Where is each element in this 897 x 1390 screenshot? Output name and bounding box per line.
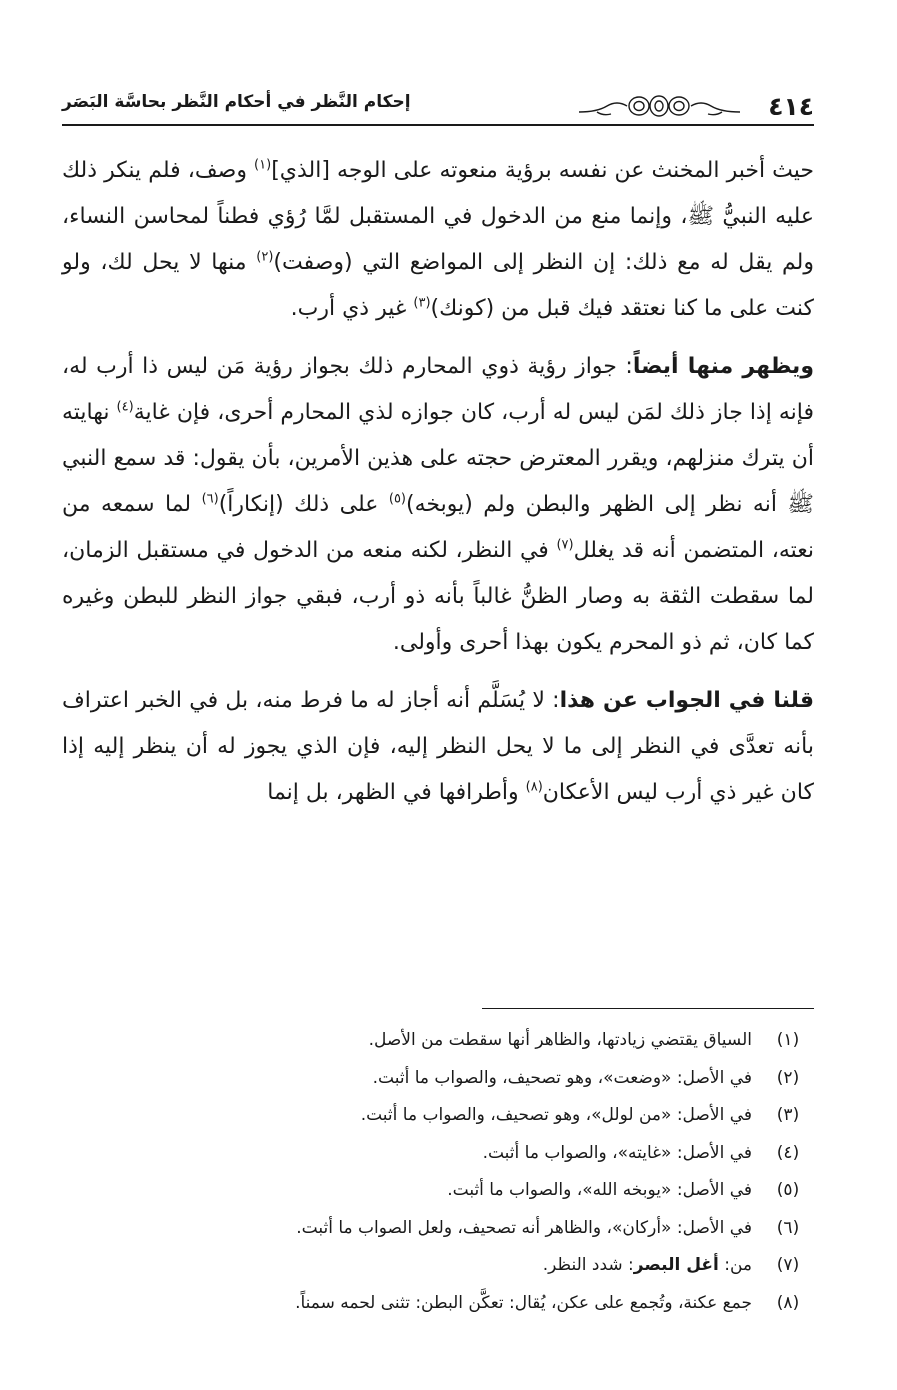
- footnote-ref-6[interactable]: (٦): [201, 491, 219, 507]
- footnote-text: في الأصل: «يوبخه الله»، والصواب ما أثبت.: [447, 1180, 752, 1200]
- footnote-ref-5[interactable]: (٥): [388, 491, 406, 507]
- footnote-7: [62, 1247, 814, 1285]
- footnote-4: [62, 1135, 814, 1173]
- footnote-ref-7[interactable]: (٧): [556, 537, 574, 553]
- footnote-text: في الأصل: «وضعت»، وهو تصحيف، والصواب ما أثبت.: [372, 1067, 752, 1088]
- main-text: [62, 148, 814, 828]
- footnote-5: [62, 1172, 814, 1210]
- footnote-term: أغل البصر: [633, 1255, 719, 1275]
- paragraph-1: حيث أخبر المخنث عن نفسه برؤية منعوته على الوجه [الذي]$^{(١)}$ وصف، فلم ينكر ذلك عليه النبيُّ ﷺ، وإنما منع من الدخول في المستقبل لمَّا رُؤي فطناً لمحاسن النساء، ولم يقل له مع ذلك: إن النظر إلى المواضع التي (وصفت)$^{(٢)}$ منها لا يحل لك، ولو كنت على ما كنا نعتقد فيك قبل من (كونك)$^{(٣)}$ غير ذي أرب.: [62, 157, 814, 321]
- paragraph-2-lead: ويظهر منها أيضاً: [632, 354, 814, 379]
- footnote-number: (٣): [776, 1105, 800, 1125]
- footnote-ref-3[interactable]: (٣): [413, 295, 431, 311]
- footnote-6: [62, 1210, 814, 1248]
- footnote-separator: [482, 1008, 814, 1009]
- page-number: ٤١٤: [768, 92, 814, 121]
- footnote-number: (٧): [776, 1255, 800, 1275]
- footnotes: [62, 1022, 814, 1322]
- paragraph-3-lead: قلنا في الجواب عن هذا: [559, 688, 815, 713]
- footnote-number: (٨): [776, 1292, 800, 1313]
- paragraph-2: ويظهر منها أيضاً: جواز رؤية ذوي المحارم ذلك بجواز رؤية مَن ليس ذا أرب له، فإنه إذا جاز ذلك لمَن ليس له أرب، كان جوازه لذي المحارم أحرى، فإن غاية$^{(٤)}$ نهايته أن يترك منزلهم، ويقرر المعترض حجته على هذين الأمرين، بأن يقول: قد سمع النبي ﷺ أنه نظر إلى الظهر والبطن ولم (يوبخه)$^{(٥)}$ على ذلك (إنكاراً)$^{(٦)}$ لما سمعه من نعته، المتضمن أنه قد يغلل$^{(٧)}$ في النظر، لكنه منعه من الدخول في مستقبل الزمان، لما سقطت الثقة به وصار الظنُّ غالباً بأنه ذو أرب، فبقي جواز النظر للبطن وغيره كما كان، ثم ذو المحرم يكون بهذا أحرى وأولى.: [62, 354, 814, 655]
- page-header: [62, 82, 814, 132]
- footnote-text: السياق يقتضي زيادتها، والظاهر أنها سقطت من الأصل.: [368, 1030, 752, 1050]
- footnote-number: (١): [776, 1030, 800, 1050]
- floral-ornament-icon: [577, 92, 742, 120]
- footnote-ref-8[interactable]: (٨): [525, 779, 543, 795]
- running-title: إحكام النَّظر في أحكام النَّظر بحاسَّة البَصَر: [62, 92, 411, 112]
- footnote-number: (٦): [776, 1217, 800, 1238]
- footnote-3: [62, 1097, 814, 1135]
- footnote-ref-4[interactable]: (٤): [116, 399, 134, 415]
- footnote-text: في الأصل: «من لولل»، وهو تصحيف، والصواب ما أثبت.: [360, 1105, 752, 1125]
- footnote-2: [62, 1060, 814, 1098]
- footnote-ref-1[interactable]: (١): [254, 157, 272, 173]
- header-rule: [62, 124, 814, 126]
- footnote-text: جمع عكنة، وتُجمع على عكن، يُقال: تعكَّن البطن: تثنى لحمه سمناً.: [295, 1292, 752, 1313]
- footnote-number: (٤): [776, 1142, 800, 1163]
- footnote-text: في الأصل: «غايته»، والصواب ما أثبت.: [482, 1142, 752, 1163]
- footnote-ref-2[interactable]: (٢): [256, 249, 274, 265]
- paragraph-3: قلنا في الجواب عن هذا: لا يُسَلَّم أنه أجاز له ما فرط منه، بل في الخبر اعتراف بأنه تعدَّى في النظر إلى ما لا يحل النظر إليه، فإن الذي يجوز له أن ينظر إليه إذا كان غير ذي أرب ليس الأعكان$^{(٨)}$ وأطرافها في الظهر، بل إنما: [62, 688, 815, 805]
- footnote-text: من: أغل البصر: شدد النظر.: [542, 1255, 752, 1275]
- footnote-text: في الأصل: «أركان»، والظاهر أنه تصحيف، ولعل الصواب ما أثبت.: [296, 1217, 752, 1238]
- footnote-1: [62, 1022, 814, 1060]
- footnote-8: [62, 1285, 814, 1323]
- footnote-number: (٥): [776, 1180, 800, 1200]
- footnote-number: (٢): [776, 1067, 800, 1088]
